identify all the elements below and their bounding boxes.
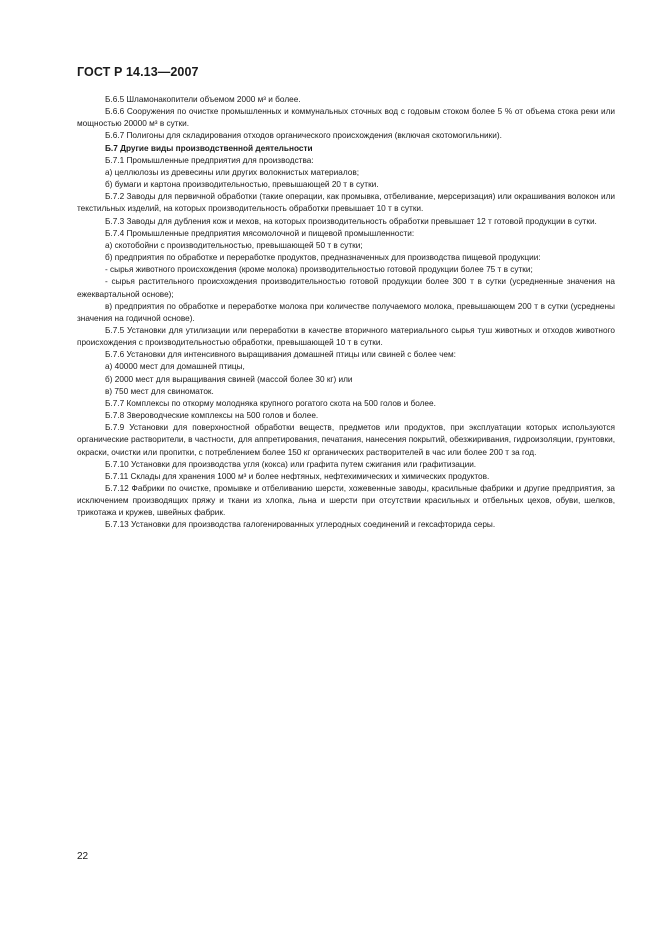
paragraph: Б.7.4 Промышленные предприятия мясомолочной и пищевой промышленности: (105, 228, 415, 238)
list-item: а) целлюлозы из древесины или других волокнистых материалов; (105, 167, 359, 177)
list-item: а) скотобойни с производительностью, превышающей 50 т в сутки; (105, 240, 363, 250)
page-number: 22 (77, 851, 89, 862)
paragraph: Б.6.6 Сооружения по очистке промышленных и коммунальных сточных вод с годовым стоком более 5 % от объема стока реки или мощностью 20000 м³ в сутки. (77, 107, 615, 129)
list-item: б) 2000 мест для выращивания свиней (массой более 30 кг) или (105, 374, 353, 384)
list-item: б) бумаги и картона производительностью, превышающей 20 т в сутки. (105, 180, 379, 190)
paragraph: Б.6.5 Шламонакопители объемом 2000 м³ и более. (105, 95, 301, 104)
paragraph: Б.7.12 Фабрики по очистке, промывке и отбеливанию шерсти, хожевенные заводы, красильные фабрики и другие предприятия, за исключением производящих пряжу и ткани из хлопка, льна и шерсти при отсутствии красильных и отбельных цехов, обуви, шелков, трикотажа и кружев, швейных фабрик. (77, 484, 615, 518)
paragraph: Б.7.1 Промышленные предприятия для производства: (105, 155, 314, 165)
paragraph: Б.7.2 Заводы для первичной обработки (такие операции, как промывка, отбеливание, мерсеризация) или окрашивания волокон или текстильных изделий, на которых производительность обработки превышает 10 т в сутки. (77, 192, 615, 214)
paragraph: б) предприятия по обработке и переработке продуктов, предназначенных для производства пищевой продукции: (105, 253, 541, 263)
paragraph: - сырья животного происхождения (кроме молока) производительностью готовой продукции более 75 т в сутки; (105, 265, 533, 275)
paragraph: в) предприятия по обработке и переработке молока при количестве получаемого молока, превышающем 200 т в сутки (усреднены значения на годичной основе). (77, 301, 615, 323)
document-body (77, 94, 615, 532)
document-header: ГОСТ Р 14.13—2007 (77, 65, 199, 79)
paragraph: Б.7.8 Звероводческие комплексы на 500 голов и более. (105, 411, 319, 421)
paragraph: Б.7.11 Склады для хранения 1000 м³ и более нефтяных, нефтехимических и химических продуктов. (105, 471, 490, 481)
paragraph: - сырья растительного происхождения производительностью готовой продукции более 300 т в сутки (усредненные значения на ежеквартальной основе); (77, 277, 615, 299)
section-heading: Б.7 Другие виды производственной деятельности (105, 143, 313, 153)
paragraph: Б.7.13 Установки для производства галогенированных углеродных соединений и гексафторида серы. (105, 520, 496, 530)
paragraph: Б.7.6 Установки для интенсивного выращивания домашней птицы или свиней с более чем: (105, 350, 456, 360)
paragraph: Б.7.10 Установки для производства угля (кокса) или графита путем сжигания или графитизации. (105, 459, 477, 469)
list-item: в) 750 мест для свиноматок. (105, 386, 214, 396)
paragraph: Б.6.7 Полигоны для складирования отходов органического происхождения (включая скотомогильники). (105, 131, 502, 141)
paragraph: Б.7.3 Заводы для дубления кож и мехов, на которых производительность обработки превышает 12 т готовой продукции в сутки. (105, 216, 597, 226)
list-item: а) 40000 мест для домашней птицы, (105, 362, 245, 372)
paragraph: Б.7.7 Комплексы по откорму молодняка крупного рогатого скота на 500 голов и более. (105, 398, 436, 408)
paragraph: Б.7.9 Установки для поверхностной обработки веществ, предметов или продуктов, при эксплуатации которых используются органические растворители, в частности, для аппретирования, печатания, нанесения покрытий, обезжиривания, гидроизоляции, грунтовки, окраски, очистки или пропитки, с потреблением более 150 кг органических растворителей в час или более 200 т за год. (77, 423, 615, 457)
paragraph: Б.7.5 Установки для утилизации или переработки в качестве вторичного материального сырья туш животных и отходов животного происхождения с производительностью обработки, превышающей 10 т в сутки. (77, 325, 615, 348)
